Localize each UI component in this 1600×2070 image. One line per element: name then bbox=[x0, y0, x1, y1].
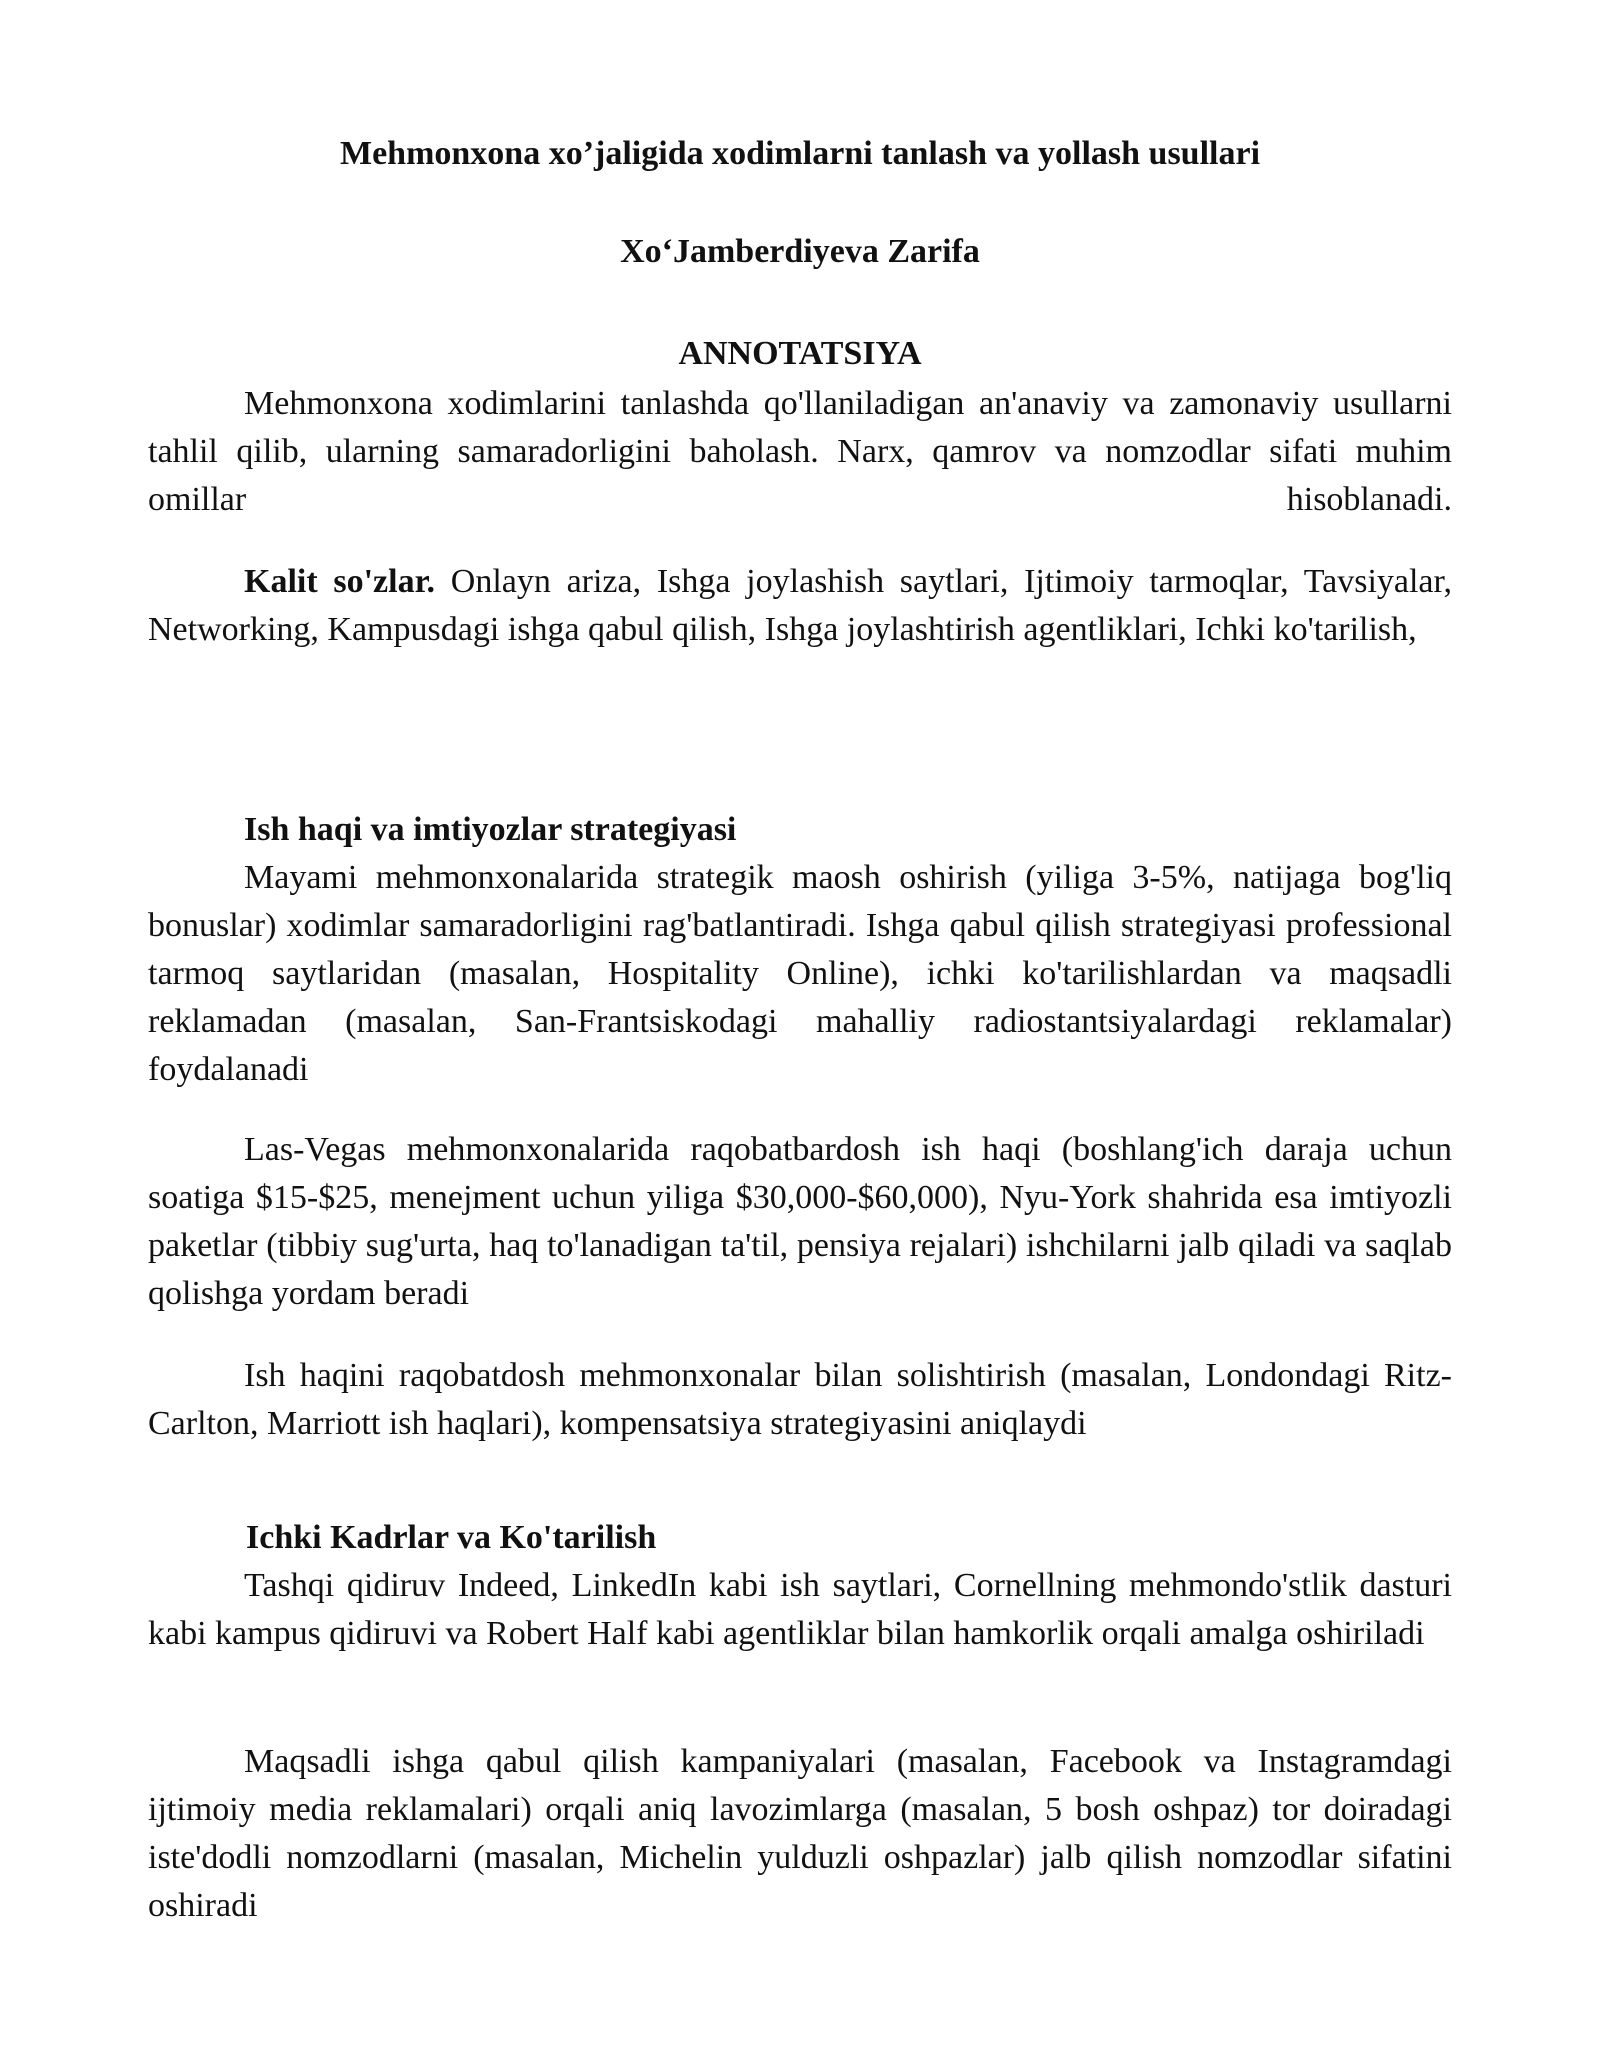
document-page bbox=[148, 0, 1452, 2070]
section2-paragraph-1: Tashqi qidiruv Indeed, LinkedIn kabi ish saytlari, Cornellning mehmondo'stlik dasturi kabi kampus qidiruvi va Robert Half kabi agentliklar bilan hamkorlik orqali amalga oshiriladi bbox=[148, 1567, 1452, 1652]
annotation-paragraph: Mehmonxona xodimlarini tanlashda qo'llaniladigan an'anaviy va zamonaviy usullarni tahlil qilib, ularning samaradorligini baholash. Narx, qamrov va nomzodlar sifati muhim omillar hisoblanadi. bbox=[148, 385, 1452, 518]
document-title: Mehmonxona xo’jaligida xodimlarni tanlash va yollash usullari bbox=[339, 135, 1261, 172]
section-heading-salary: Ish haqi va imtiyozlar strategiyasi bbox=[244, 811, 737, 848]
document-author: Xo‘Jamberdiyeva Zarifa bbox=[620, 233, 980, 270]
keywords-text: Onlayn ariza, Ishga joylashish saytlari, Ijtimoiy tarmoqlar, Tavsiyalar, Networking, Kampusdagi ishga qabul qilish, Ishga joylashtirish agentliklari, Ichki ko'tarilish, bbox=[148, 563, 1452, 648]
section-heading-internal-staff: Ichki Kadrlar va Ko'tarilish bbox=[246, 1519, 657, 1556]
annotation-heading: ANNOTATSIYA bbox=[678, 335, 922, 372]
keywords-paragraph bbox=[148, 558, 1452, 654]
section1-paragraph-1: Mayami mehmonxonalarida strategik maosh oshirish (yiliga 3-5%, natijaga bog'liq bonuslar) xodimlar samaradorligini rag'batlantiradi. Ishga qabul qilish strategiyasi professional tarmoq saytlaridan (masalan, Hospitality Online), ichki ko'tarilishlardan va maqsadli reklamadan (masalan, San-Frantsiskodagi mahalliy radiostantsiyalardagi reklamalar) foydalanadi bbox=[148, 859, 1452, 1088]
keywords-label: Kalit so'zlar. bbox=[244, 563, 436, 600]
section1-paragraph-2: Las-Vegas mehmonxonalarida raqobatbardosh ish haqi (boshlang'ich daraja uchun soatiga $15-$25, menejment uchun yiliga $30,000-$60,000), Nyu-York shahrida esa imtiyozli paketlar (tibbiy sug'urta, haq to'lanadigan ta'til, pensiya rejalari) ishchilarni jalb qiladi va saqlab qolishga yordam beradi bbox=[148, 1131, 1452, 1312]
section2-paragraph-2: Maqsadli ishga qabul qilish kampaniyalari (masalan, Facebook va Instagramdagi ijtimoiy media reklamalari) orqali aniq lavozimlarga (masalan, 5 bosh oshpaz) tor doiradagi iste'dodli nomzodlarni (masalan, Michelin yulduzli oshpazlar) jalb qilish nomzodlar sifatini oshiradi bbox=[148, 1743, 1452, 1924]
section1-paragraph-3: Ish haqini raqobatdosh mehmonxonalar bilan solishtirish (masalan, Londondagi Ritz-Carlton, Marriott ish haqlari), kompensatsiya strategiyasini aniqlaydi bbox=[148, 1357, 1452, 1442]
